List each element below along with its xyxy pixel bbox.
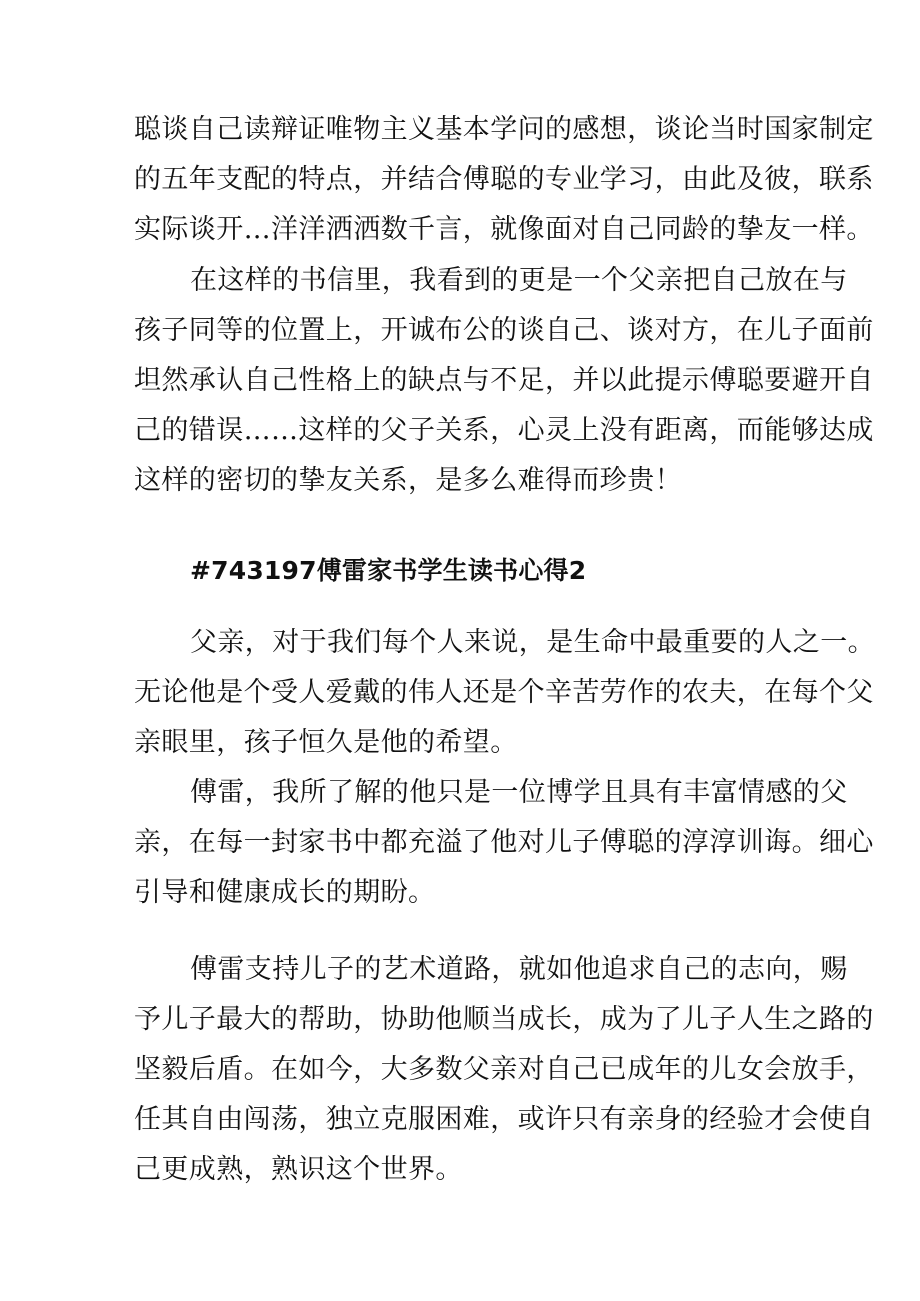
paragraph-1-line-2: 的五年支配的特点，并结合傅聪的专业学习，由此及彼，联系 xyxy=(134,164,874,195)
paragraph-5-line-3: 坚毅后盾。在如今，大多数父亲对自己已成年的儿女会放手， xyxy=(134,1054,874,1085)
paragraph-1-line-1: 聪谈自己读辩证唯物主义基本学问的感想，谈论当时国家制定 xyxy=(134,114,874,145)
paragraph-5-line-2: 予儿子最大的帮助，协助他顺当成长，成为了儿子人生之路的 xyxy=(134,1004,874,1035)
paragraph-4-line-1: 傅雷，我所了解的他只是一位博学且具有丰富情感的父 xyxy=(190,777,848,808)
paragraph-4-line-3: 引导和健康成长的期盼。 xyxy=(134,877,436,908)
paragraph-2-line-2: 孩子同等的位置上，开诚布公的谈自己、谈对方，在儿子面前 xyxy=(134,315,874,346)
paragraph-4-line-2: 亲，在每一封家书中都充溢了他对儿子傅聪的淳淳训诲。细心 xyxy=(134,827,874,858)
paragraph-3-line-1: 父亲，对于我们每个人来说，是生命中最重要的人之一。 xyxy=(190,627,875,658)
paragraph-2-line-3: 坦然承认自己性格上的缺点与不足，并以此提示傅聪要避开自 xyxy=(134,365,874,396)
paragraph-2-line-1: 在这样的书信里，我看到的更是一个父亲把自己放在与 xyxy=(190,265,848,296)
paragraph-5-line-1: 傅雷支持儿子的艺术道路，就如他追求自己的志向，赐 xyxy=(190,954,848,985)
paragraph-5-line-4: 任其自由闯荡，独立克服困难，或许只有亲身的经验才会使自 xyxy=(134,1104,874,1135)
paragraph-1-line-3: 实际谈开…洋洋洒洒数千言，就像面对自己同龄的挚友一样。 xyxy=(134,214,874,245)
paragraph-5-line-5: 己更成熟，熟识这个世界。 xyxy=(134,1154,463,1185)
paragraph-3-line-2: 无论他是个受人爱戴的伟人还是个辛苦劳作的农夫，在每个父 xyxy=(134,677,874,708)
paragraph-2-line-5: 这样的密切的挚友关系，是多么难得而珍贵！ xyxy=(134,465,682,496)
paragraph-2-line-4: 己的错误……这样的父子关系，心灵上没有距离，而能够达成 xyxy=(134,415,874,446)
section-heading: #743197傅雷家书学生读书心得2 xyxy=(190,556,587,585)
paragraph-3-line-3: 亲眼里，孩子恒久是他的希望。 xyxy=(134,727,518,758)
